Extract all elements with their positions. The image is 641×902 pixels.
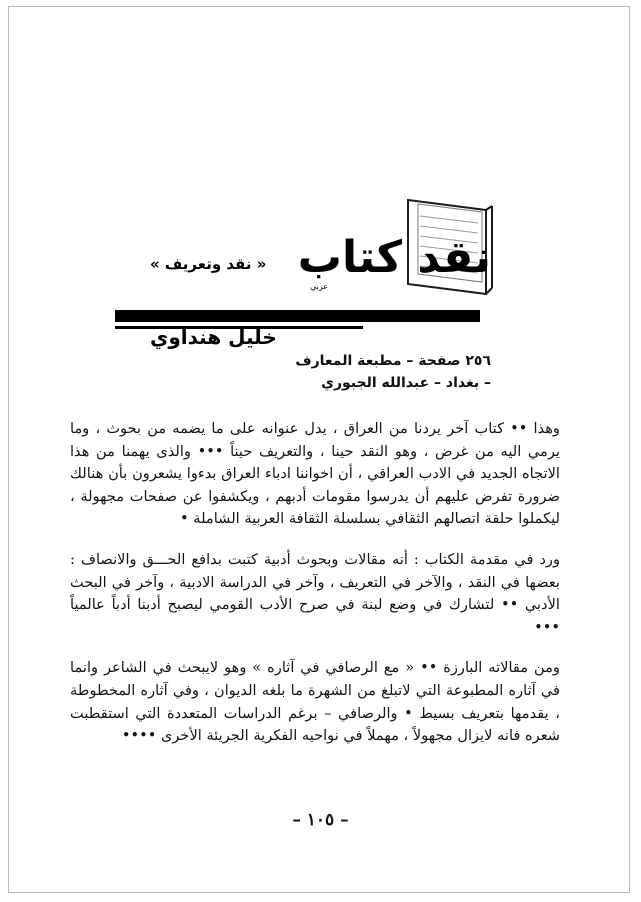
paragraph: وهذا •• كتاب آخر يردنا من العراق ، يدل عنوانه على ما يضمه من بحوث ، وما يرمي اليه من غرض ، وهو النقد حينا ، والتعريف حيناً ••• والذى يهمنا من هذا الاتجاه الجديد في الادب العراقي ، أن اخواننا ادباء العراق بدءوا يشعرون بأن هنالك ضرورة تفرض عليهم أن يدرسوا مقومات أدبهم ، ويكشفوا عن صفحات مجهولة ، ليكملوا حلقة اتصالهم الثقافي بسلسلة الثقافة العربية الشاملة • [70, 420, 560, 528]
masthead-subtitle: « نقد وتعريف » [150, 255, 267, 273]
masthead-title: نقد كتاب [297, 232, 491, 283]
author-name: خليل هنداوي [150, 325, 277, 349]
bibliographic-info [251, 350, 491, 394]
article-body [70, 418, 560, 748]
biblio-line-2: – بغداد – عبدالله الجبوري [321, 375, 491, 391]
masthead-small-word: عربي [310, 282, 329, 291]
page-number: – ١٠٥ – [292, 810, 349, 830]
masthead-rule [115, 310, 480, 322]
paragraph: ومن مقالاته البارزة •• « مع الرصافي في آثاره » وهو لايبحث في الشاعر وانما في آثاره المطبوعة التي لاتبلغ من الشهرة ما بلغه الديوان ، وفي آثاره المخطوطة ، يقدمها بتعريف بسيط • والرصافي – برغم الدراسات المتعددة التي استقطبت شعره فانه لايزال مجهولاً ، مهملاً في نواحيه الفكرية الجريئة الأخرى •••• [70, 659, 560, 745]
biblio-line-1: ٢٥٦ صفحة – مطبعة المعارف [295, 353, 491, 369]
paragraph: ورد في مقدمة الكتاب : أنه مقالات وبحوث أدبية كتبت بدافع الحـــق والانصاف : بعضها في النقد ، والآخر في التعريف ، وآخر في الدراسة الادبية ، وآخر في البحث الأدبي •• لتشارك في وضع لبنة في صرح الأدب القومي ليصبح أدبنا أدباً عالمياً ••• [70, 550, 560, 636]
